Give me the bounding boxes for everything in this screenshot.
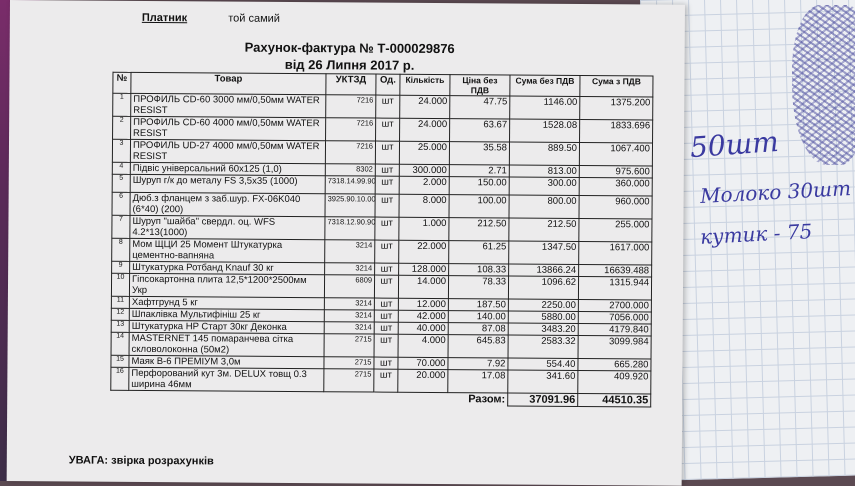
- item-sum-vat: 1617.000: [579, 241, 652, 265]
- row-number: 6: [112, 192, 130, 215]
- item-price: 61.25: [449, 241, 509, 264]
- item-name: Шуруп г/к до металу FS 3,5х35 (1000): [130, 174, 325, 193]
- item-price: 187.50: [448, 299, 508, 311]
- col-header: УКТЗД: [326, 74, 376, 95]
- item-qty: 24.000: [400, 118, 450, 141]
- item-name: Хафтгрунд 5 кг: [129, 296, 324, 309]
- item-code: 8302: [325, 164, 375, 176]
- item-sum: 1528.08: [510, 119, 580, 142]
- table-row: [111, 332, 651, 359]
- item-sum: 13866.24: [509, 264, 579, 276]
- item-unit: шт: [374, 322, 398, 334]
- item-unit: шт: [376, 118, 400, 141]
- row-number: 5: [112, 174, 130, 192]
- pen-scribble: [792, 5, 855, 165]
- totals-sum-vat: 44510.35: [578, 393, 651, 407]
- item-qty: 2.000: [399, 176, 449, 194]
- item-code: 3214: [324, 322, 374, 334]
- row-number: 4: [112, 162, 130, 174]
- invoice-title-block: [209, 38, 489, 74]
- item-unit: шт: [375, 217, 399, 240]
- row-number: 2: [113, 116, 131, 139]
- totals-sum: 37091.96: [508, 393, 578, 406]
- item-name: Гіпсокартонна плита 12,5*1200*2500мм Укр: [129, 273, 324, 297]
- item-code: 3214: [325, 263, 375, 275]
- handwritten-note-2: Молоко 30шт: [699, 176, 852, 208]
- item-price: 87.08: [448, 323, 508, 335]
- row-number: 15: [111, 355, 129, 367]
- item-code: 6809: [324, 275, 374, 298]
- item-name: Шуруп "шайба" свердл. оц. WFS 4.2*13(1000): [130, 215, 325, 239]
- item-code: 2715: [324, 369, 374, 392]
- item-sum: 341.60: [508, 370, 578, 393]
- item-qty: 40.000: [398, 322, 448, 334]
- row-number: 8: [112, 238, 130, 261]
- item-code: 7216: [326, 118, 376, 141]
- item-code: 3214: [325, 240, 375, 263]
- handwritten-note-3: кутик - 75: [699, 219, 813, 249]
- item-sum: 2583.32: [508, 335, 578, 358]
- item-sum: 212.50: [509, 218, 579, 241]
- item-unit: шт: [375, 263, 399, 275]
- item-code: 3925.90.10.00: [325, 194, 375, 217]
- item-unit: шт: [374, 369, 398, 392]
- item-qty: 22.000: [399, 240, 449, 263]
- item-unit: шт: [374, 298, 398, 310]
- invoice-date: від 26 Липня 2017 р.: [284, 56, 415, 73]
- item-name: ПРОФИЛЬ CD-60 4000 мм/0,50мм WATER RESIST: [131, 116, 326, 140]
- item-price: 47.75: [450, 96, 510, 119]
- item-unit: шт: [374, 357, 398, 369]
- item-unit: шт: [375, 176, 399, 194]
- item-sum-vat: 1375.200: [580, 96, 653, 120]
- item-name: ПРОФИЛЬ CD-60 3000 мм/0,50мм WATER RESIST: [131, 93, 326, 117]
- row-number: 11: [111, 296, 129, 308]
- item-unit: шт: [374, 275, 398, 298]
- item-sum-vat: 2700.000: [578, 299, 651, 312]
- totals-row: [111, 390, 651, 407]
- item-code: 2715: [324, 334, 374, 357]
- item-name: Штукатурка Ротбанд Knauf 30 кг: [130, 261, 325, 274]
- item-sum-vat: 255.000: [579, 218, 652, 242]
- item-sum-vat: 4179.840: [578, 323, 651, 336]
- item-sum: 813.00: [509, 165, 579, 177]
- item-qty: 25.000: [399, 141, 449, 164]
- item-qty: 42.000: [398, 310, 448, 322]
- item-price: 212.50: [449, 218, 509, 241]
- table-row: [112, 238, 652, 265]
- item-name: MASTERNET 145 помаранчева сітка скловолоконна (50м2): [129, 332, 324, 356]
- item-price: 17.08: [448, 370, 508, 393]
- item-sum: 1096.62: [508, 276, 578, 299]
- item-qty: 70.000: [398, 357, 448, 369]
- row-number: 3: [112, 139, 130, 162]
- item-sum: 554.40: [508, 358, 578, 370]
- item-sum-vat: 1833.696: [580, 119, 653, 143]
- item-unit: шт: [376, 95, 400, 118]
- item-price: 63.67: [450, 119, 510, 142]
- payer-value: той самий: [228, 12, 280, 25]
- item-code: 7318.14.99.90: [325, 176, 375, 194]
- item-sum-vat: 960.000: [579, 195, 652, 219]
- item-code: 7216: [326, 95, 376, 118]
- item-sum-vat: 360.000: [579, 177, 652, 196]
- col-header: Ціна без ПДВ: [450, 75, 510, 96]
- item-name: Дюб.з фланцем з заб.шур. FX-06K040 (6*40) (200): [130, 192, 325, 216]
- item-sum-vat: 665.280: [578, 358, 651, 371]
- item-sum: 5880.00: [508, 311, 578, 323]
- item-price: 108.33: [449, 264, 509, 276]
- item-name: Підвіс універсальний 60х125 (1,0): [130, 162, 325, 175]
- invoice-title: Рахунок-фактура № Т-000029876: [244, 39, 455, 57]
- item-price: 100.00: [449, 195, 509, 218]
- item-sum-vat: 1315.944: [578, 276, 651, 300]
- item-sum: 300.00: [509, 177, 579, 195]
- totals-label: Разом:: [468, 393, 506, 406]
- row-number: 12: [111, 308, 129, 320]
- payer-line: [142, 12, 280, 25]
- row-number: 13: [111, 320, 129, 332]
- item-name: ПРОФИЛЬ UD-27 4000 мм/0,50мм WATER RESIST: [130, 139, 325, 163]
- col-header: №: [113, 72, 131, 93]
- item-sum-vat: 1067.400: [579, 142, 652, 166]
- item-sum-vat: 16639.488: [579, 264, 652, 277]
- item-sum: 1347.50: [509, 241, 579, 264]
- item-code: 2715: [324, 357, 374, 369]
- row-number: 16: [111, 367, 129, 390]
- item-name: Перфорований кут 3м. DELUX товщ 0.3 ширина 46мм: [129, 367, 324, 391]
- col-header: Сума без ПДВ: [510, 75, 580, 96]
- warning-note: УВАГА: звірка розрахунків: [68, 454, 214, 468]
- item-qty: 1.000: [399, 217, 449, 240]
- item-unit: шт: [374, 310, 398, 322]
- item-code: 3214: [324, 298, 374, 310]
- handwritten-note-1: 50шт: [688, 124, 780, 165]
- item-sum: 1146.00: [510, 96, 580, 119]
- item-name: Шпаклівка Мультифініш 25 кг: [129, 308, 324, 321]
- item-qty: 4.000: [398, 334, 448, 357]
- item-sum: 3483.20: [508, 323, 578, 335]
- col-header: Сума з ПДВ: [580, 75, 653, 97]
- item-code: 7318.12.90.90: [325, 217, 375, 240]
- item-sum: 2250.00: [508, 299, 578, 311]
- item-qty: 12.000: [398, 298, 448, 310]
- item-unit: шт: [375, 240, 399, 263]
- item-price: 35.58: [449, 142, 509, 165]
- row-number: 10: [111, 273, 129, 296]
- item-qty: 300.000: [399, 164, 449, 176]
- row-number: 7: [112, 215, 130, 238]
- item-sum-vat: 409.920: [578, 370, 651, 394]
- col-header: Товар: [131, 72, 326, 94]
- item-sum-vat: 7056.000: [578, 311, 651, 324]
- invoice-paper: [7, 0, 685, 486]
- item-unit: шт: [375, 141, 399, 164]
- item-sum-vat: 3099.984: [578, 335, 651, 359]
- item-qty: 20.000: [398, 369, 448, 392]
- item-qty: 128.000: [399, 263, 449, 275]
- item-code: 7216: [325, 141, 375, 164]
- item-sum: 800.00: [509, 195, 579, 218]
- item-qty: 14.000: [398, 275, 448, 298]
- item-unit: шт: [375, 194, 399, 217]
- item-name: Мом ЩЦИ 25 Момент Штукатурка цементно-вапняна: [130, 238, 325, 262]
- item-sum-vat: 975.600: [579, 165, 652, 178]
- item-price: 150.00: [449, 177, 509, 195]
- item-sum: 889.50: [509, 142, 579, 165]
- item-price: 7.92: [448, 358, 508, 370]
- item-name: Маяк В-6 ПРЕМІУМ 3,0м: [129, 355, 324, 368]
- item-name: Штукатурка HP Старт 30кг Деконка: [129, 320, 324, 333]
- item-unit: шт: [375, 164, 399, 176]
- item-code: 3214: [324, 310, 374, 322]
- payer-label: Платник: [141, 11, 188, 25]
- item-price: 2.71: [449, 165, 509, 177]
- row-number: 14: [111, 332, 129, 355]
- col-header: Од.: [376, 74, 400, 95]
- item-qty: 8.000: [399, 194, 449, 217]
- item-unit: шт: [374, 334, 398, 357]
- item-price: 140.00: [448, 311, 508, 323]
- col-header: Кількість: [400, 74, 450, 95]
- row-number: 1: [113, 93, 131, 116]
- row-number: 9: [112, 261, 130, 273]
- item-price: 78.33: [448, 276, 508, 299]
- item-qty: 24.000: [400, 95, 450, 118]
- invoice-table: [110, 72, 653, 408]
- item-price: 645.83: [448, 335, 508, 358]
